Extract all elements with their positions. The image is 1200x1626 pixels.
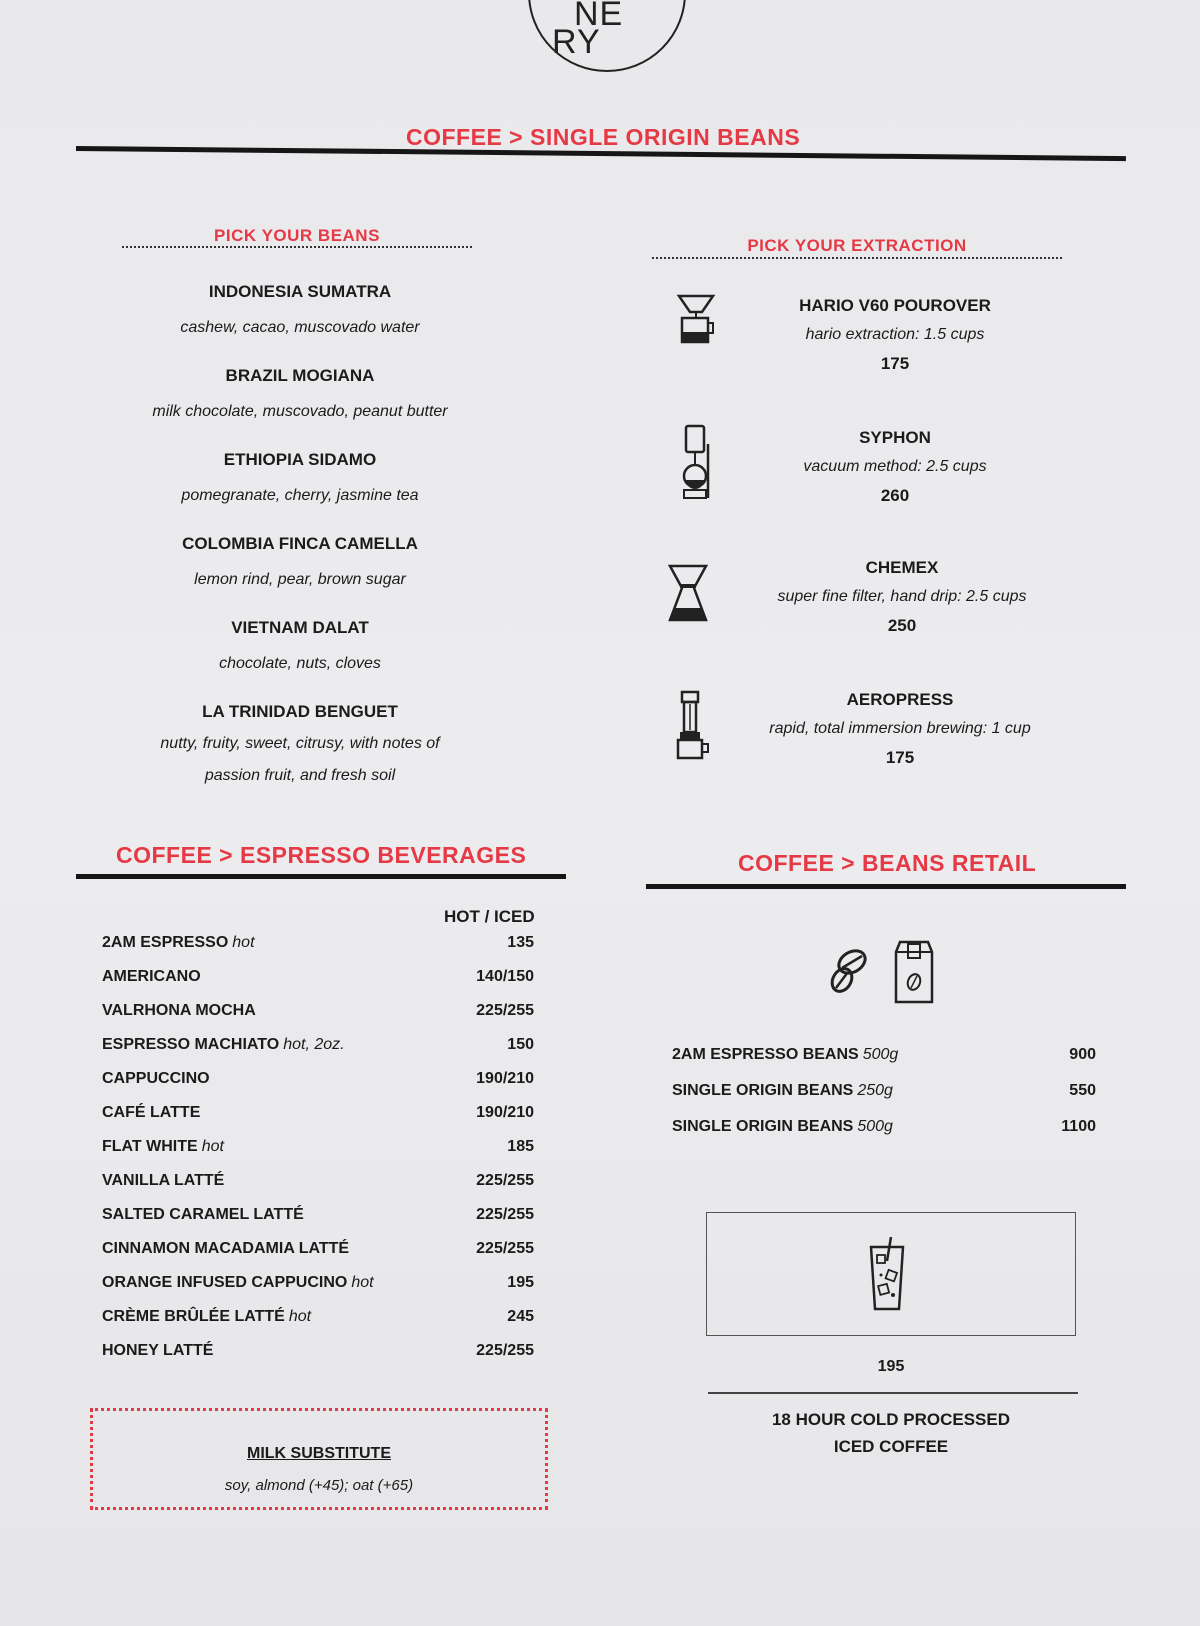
- bean-name: INDONESIA SUMATRA: [208, 282, 392, 301]
- retail-weight: 500g: [862, 1046, 899, 1063]
- single-origin-title: COFFEE > SINGLE ORIGIN BEANS: [406, 124, 801, 150]
- item-name: CRÈME BRÛLÉE LATTÉ: [102, 1308, 285, 1325]
- extraction-desc: hario extraction: 1.5 cups: [805, 326, 985, 343]
- aeropress-icon: [674, 690, 714, 760]
- espresso-rule: [76, 874, 566, 879]
- menu-row: [102, 1036, 534, 1062]
- syphon-icon: [680, 424, 714, 500]
- bean-item: [120, 534, 480, 596]
- item-price: 225/255: [476, 1342, 534, 1359]
- menu-row: [102, 1002, 534, 1028]
- extraction-item: [745, 296, 1045, 374]
- menu-row: [102, 1308, 534, 1334]
- bean-name: VIETNAM DALAT: [231, 618, 369, 637]
- pourover-icon: [676, 292, 716, 346]
- item-note: hot: [288, 1308, 312, 1325]
- extraction-heading: PICK YOUR EXTRACTION: [747, 236, 967, 255]
- item-price: 190/210: [476, 1070, 534, 1087]
- item-price: 135: [507, 934, 534, 951]
- milk-substitute-title: MILK SUBSTITUTE: [247, 1445, 391, 1462]
- iced-coffee-price: 195: [877, 1358, 905, 1375]
- item-note: hot, 2oz.: [283, 1036, 345, 1053]
- extraction-item: [745, 428, 1045, 506]
- bean-item: [120, 366, 480, 428]
- bean-notes: cashew, cacao, muscovado water: [180, 319, 420, 336]
- extraction-name: CHEMEX: [865, 558, 939, 577]
- bean-notes: nutty, fruity, sweet, citrusy, with notes of: [160, 735, 440, 752]
- item-name: CAFÉ LATTE: [102, 1104, 201, 1121]
- menu-row: [102, 1104, 534, 1130]
- iced-coffee-rule: [708, 1392, 1078, 1394]
- item-name: AMERICANO: [102, 968, 201, 985]
- coffee-beans-icon: [826, 948, 872, 996]
- item-price: 190/210: [476, 1104, 534, 1121]
- menu-row: [102, 1172, 534, 1198]
- retail-price: 900: [1069, 1046, 1096, 1063]
- extraction-desc: rapid, total immersion brewing: 1 cup: [769, 720, 1031, 737]
- hot-iced-header: HOT / ICED: [444, 907, 535, 926]
- extraction-item: [740, 690, 1060, 768]
- bean-item: [120, 282, 480, 344]
- bean-notes: milk chocolate, muscovado, peanut butter: [152, 403, 448, 420]
- retail-name: SINGLE ORIGIN BEANS: [672, 1118, 854, 1135]
- menu-row: [102, 934, 534, 960]
- iced-coffee-box: [706, 1212, 1076, 1336]
- item-name: VALRHONA MOCHA: [102, 1002, 256, 1019]
- milk-substitute-box: [90, 1408, 548, 1510]
- retail-price: 550: [1069, 1082, 1096, 1099]
- menu-row: [102, 968, 534, 994]
- bean-notes-line-2: passion fruit, and fresh soil: [204, 767, 396, 784]
- retail-name: SINGLE ORIGIN BEANS: [672, 1082, 854, 1099]
- extraction-price: 175: [885, 748, 915, 767]
- item-price: 225/255: [476, 1206, 534, 1223]
- iced-coffee-line-2: ICED COFFEE: [833, 1437, 949, 1456]
- extraction-heading-rule: [652, 257, 1062, 259]
- bean-name: LA TRINIDAD BENGUET: [202, 702, 398, 721]
- item-name: SALTED CARAMEL LATTÉ: [102, 1206, 304, 1223]
- logo: [528, 0, 686, 72]
- retail-name: 2AM ESPRESSO BEANS: [672, 1046, 859, 1063]
- item-price: 150: [507, 1036, 534, 1053]
- extraction-name: HARIO V60 POUROVER: [799, 296, 991, 315]
- extraction-desc: vacuum method: 2.5 cups: [803, 458, 987, 475]
- item-price: 225/255: [476, 1002, 534, 1019]
- menu-row: [102, 1240, 534, 1266]
- menu-row: [102, 1206, 534, 1232]
- chemex-icon: [668, 564, 708, 624]
- bean-item: [120, 702, 480, 792]
- item-note: hot: [232, 934, 255, 951]
- extraction-item: [752, 558, 1052, 636]
- beans-heading: PICK YOUR BEANS: [214, 226, 380, 245]
- item-price: 225/255: [476, 1240, 534, 1257]
- bean-notes: pomegranate, cherry, jasmine tea: [181, 487, 419, 504]
- item-name: VANILLA LATTÉ: [102, 1172, 225, 1189]
- logo-line-1: NE: [574, 0, 624, 33]
- milk-substitute-text: soy, almond (+45); oat (+65): [224, 1477, 414, 1494]
- logo-line-2: RY: [552, 23, 601, 61]
- bean-notes: lemon rind, pear, brown sugar: [194, 571, 406, 588]
- iced-coffee-line-1: 18 HOUR COLD PROCESSED: [771, 1410, 1011, 1429]
- extraction-name: SYPHON: [859, 428, 931, 447]
- retail-row: [672, 1082, 1096, 1108]
- bean-item: [120, 618, 480, 680]
- menu-row: [102, 1070, 534, 1096]
- beans-heading-rule: [122, 246, 472, 248]
- item-price: 245: [507, 1308, 534, 1325]
- iced-coffee-icon: [867, 1237, 907, 1311]
- coffee-bag-icon: [892, 940, 936, 1004]
- item-name: FLAT WHITE: [102, 1138, 198, 1155]
- item-name: HONEY LATTÉ: [102, 1342, 214, 1359]
- item-name: ESPRESSO MACHIATO: [102, 1036, 280, 1053]
- retail-row: [672, 1118, 1096, 1144]
- extraction-price: 250: [887, 616, 917, 635]
- item-name: CAPPUCCINO: [102, 1070, 210, 1087]
- bean-name: ETHIOPIA SIDAMO: [223, 450, 377, 469]
- retail-title: COFFEE > BEANS RETAIL: [738, 850, 1037, 876]
- item-price: 225/255: [476, 1172, 534, 1189]
- bean-name: BRAZIL MOGIANA: [225, 366, 375, 385]
- extraction-name: AEROPRESS: [846, 690, 954, 709]
- item-note: hot: [201, 1138, 224, 1155]
- iced-coffee-description: [706, 1406, 1076, 1460]
- item-note: hot: [351, 1274, 374, 1291]
- retail-row: [672, 1046, 1096, 1072]
- item-price: 185: [507, 1138, 534, 1155]
- bean-item: [120, 450, 480, 512]
- retail-rule: [646, 884, 1126, 889]
- menu-row: [102, 1342, 534, 1368]
- retail-weight: 250g: [857, 1082, 893, 1099]
- bean-name: COLOMBIA FINCA CAMELLA: [182, 534, 418, 553]
- item-name: ORANGE INFUSED CAPPUCINO: [102, 1274, 348, 1291]
- item-price: 195: [507, 1274, 534, 1291]
- item-price: 140/150: [476, 968, 534, 985]
- bean-notes: chocolate, nuts, cloves: [219, 655, 381, 672]
- menu-row: [102, 1138, 534, 1164]
- extraction-price: 260: [880, 486, 910, 505]
- item-name: 2AM ESPRESSO: [102, 934, 229, 951]
- extraction-desc: super fine filter, hand drip: 2.5 cups: [777, 588, 1027, 605]
- extraction-price: 175: [880, 354, 910, 373]
- logo-text: [552, 0, 624, 61]
- retail-price: 1100: [1061, 1118, 1096, 1135]
- espresso-title: COFFEE > ESPRESSO BEVERAGES: [116, 842, 527, 868]
- retail-weight: 500g: [857, 1118, 893, 1135]
- item-name: CINNAMON MACADAMIA LATTÉ: [102, 1240, 350, 1257]
- menu-row: [102, 1274, 534, 1300]
